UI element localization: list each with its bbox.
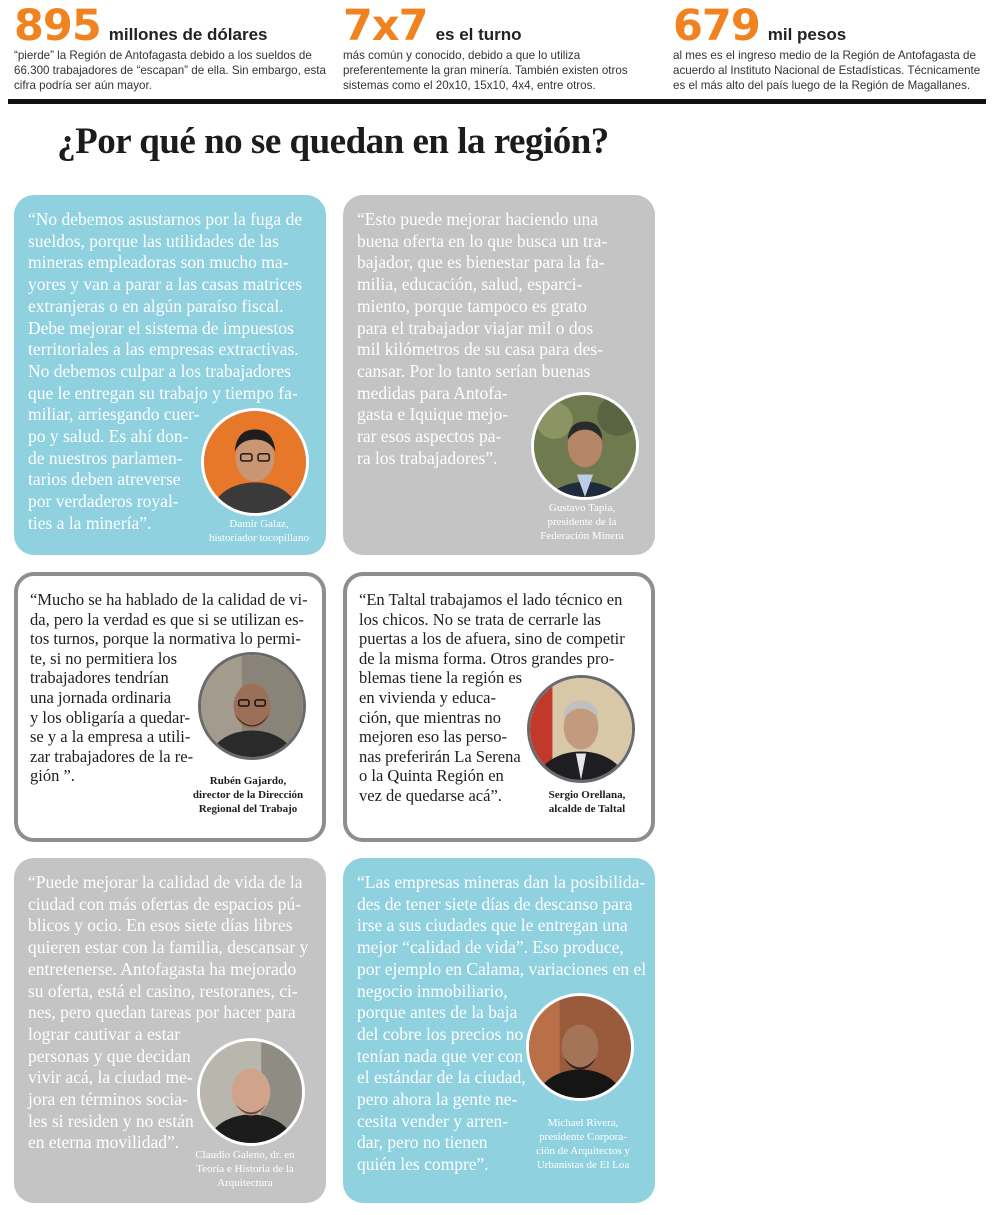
quote-line: te, si no permitiera los [30, 648, 178, 668]
quote-line: por ejemplo en Calama, variaciones en el [357, 958, 647, 979]
quote-line: trabajadores tendrían [30, 668, 169, 688]
quote-line: por verdaderos royal- [28, 491, 179, 512]
quote-line: su oferta, está el casino, restoranes, ci- [28, 980, 298, 1001]
credit-line: ción de Arquitectos y [536, 1145, 630, 1157]
quote-line: “Puede mejorar la calidad de vida de la [28, 872, 303, 892]
quote-line: Debe mejorar el sistema de impuestos [28, 317, 294, 338]
quote-line: porque antes de la baja [357, 1002, 518, 1023]
credit-line: presidente Corpora- [539, 1131, 627, 1143]
portrait-illustration [529, 996, 631, 1098]
portrait-photo [526, 993, 634, 1101]
credit-name [507, 501, 655, 543]
credit-line: alcalde de Taltal [548, 803, 626, 815]
stat-number: 7x7 [343, 1, 428, 51]
quote-line: “En Taltal trabajamos el lado técnico en [359, 590, 623, 609]
credit-line: Sergio Orellana, [548, 789, 626, 801]
quote-line: extranjeras o en algún paraíso fiscal. [28, 295, 284, 316]
quote-line: quién les compre”. [357, 1154, 489, 1175]
quote-line: mil kilómetros de su casa para des- [357, 339, 603, 360]
quote-card-orellana [343, 572, 655, 842]
quote-line: los chicos. No se trata de cerrarle las [359, 609, 601, 629]
quote-line: jora en términos socia- [28, 1089, 188, 1110]
portrait-photo [527, 675, 635, 783]
portrait-photo [531, 392, 639, 500]
quote-line: entretenerse. Antofagasta ha mejorado [28, 958, 297, 979]
quote-line: nes, pero quedan tareas por hacer para [28, 1002, 296, 1023]
quote-card-gajardo [14, 572, 326, 842]
quote-line: una jornada ordinaria [30, 687, 172, 707]
quote-line: o la Quinta Región en [359, 766, 504, 786]
quote-line: miento, porque tampoco es grato [357, 295, 587, 316]
quote-line: des de tener siete días de descanso para [357, 893, 633, 914]
credit-line: Claudio Galeno, dr. en [195, 1149, 295, 1161]
quote-line: mejor “calidad de vida”. Eso produce, [357, 937, 624, 958]
credit-name [512, 788, 655, 816]
credit-line: Federación Minera [540, 530, 624, 542]
quote-card-tapia [343, 195, 655, 555]
quote-line: mineras empleadoras son mucho ma- [28, 252, 289, 273]
quote-line: les si residen y no están [28, 1110, 194, 1131]
stats-band [0, 0, 1000, 104]
stat-unit: mil pesos [767, 25, 847, 44]
quote-line: No debemos culpar a los trabajadores [28, 360, 291, 381]
quote-line: en eterna movilidad”. [28, 1132, 180, 1153]
quote-card-galaz [14, 195, 326, 555]
quote-line: miliar, arriesgando cuer- [28, 404, 200, 425]
quote-line: el estándar de la ciudad, [357, 1067, 526, 1088]
quote-line: po y salud. Es ahí don- [28, 426, 189, 447]
quote-line: “Mucho se ha hablado de la calidad de vi- [30, 590, 308, 609]
quote-line: da, pero la verdad es que si se utilizan es- [30, 609, 304, 629]
portrait-photo [197, 1038, 305, 1146]
quote-line: del cobre los precios no [357, 1023, 524, 1044]
quote-line: gasta e Iquique mejo- [357, 404, 509, 425]
quote-line: buena oferta en lo que busca un tra- [357, 230, 608, 251]
credit-line: Michael Rivera, [547, 1117, 619, 1129]
credit-line: Damir Galaz, [229, 518, 289, 530]
quote-line: lograr cautivar a estar [28, 1023, 181, 1044]
stat-text: al mes es el ingreso medio de la Región de Antofagasta de acuerdo al Instituto Nacional de Estadísticas. Técnicamente es el más alto del país luego de la Región de Magallanes. [673, 49, 981, 92]
portrait-illustration [534, 395, 636, 497]
credit-line: Arquitectura [217, 1177, 273, 1189]
quote-line: “Esto puede mejorar haciendo una [357, 209, 599, 229]
quote-line: para el trabajador viajar mil o dos [357, 317, 594, 338]
portrait-illustration [204, 411, 306, 513]
credit-name [508, 1116, 655, 1172]
quote-line: ciudad con más ofertas de espacios pú- [28, 893, 302, 914]
credit-line: Gustavo Tapia, [548, 502, 616, 514]
quote-line: se y a la empresa a utili- [30, 727, 191, 747]
quote-line: ción, que mientras no [359, 707, 502, 727]
credit-line: Teoría e Historia de la [196, 1163, 294, 1175]
stat-895 [14, 1, 334, 93]
portrait-illustration [201, 655, 303, 757]
quote-line: cansar. Por lo tanto serían buenas [357, 360, 591, 381]
quote-line: milia, educación, salud, esparci- [357, 274, 583, 295]
quote-line: negocio inmobiliario, [357, 980, 508, 1001]
quote-line: “No debemos asustarnos por la fuga de [28, 209, 303, 229]
quote-card-rivera [343, 858, 655, 1203]
quote-line: rar esos aspectos pa- [357, 426, 502, 447]
quote-line: puertas a los de afuera, sino de competir [359, 629, 625, 649]
quote-line: ra los trabajadores”. [357, 447, 498, 468]
quote-line: de nuestros parlamen- [28, 447, 183, 468]
quote-line: cesita vender y arren- [357, 1110, 509, 1131]
quote-line: nas preferirán La Serena [359, 746, 521, 766]
stat-number: 679 [673, 1, 760, 51]
quote-line: tos turnos, porque la normativa lo permi- [30, 629, 301, 649]
credit-line: historiador tocopillano [209, 532, 309, 544]
credit-line: director de la Dirección [192, 789, 304, 801]
quote-line: sueldos, porque las utilidades de las [28, 230, 279, 251]
stat-7x7 [343, 1, 663, 93]
quote-line: dar, pero no tienen [357, 1132, 488, 1153]
quote-line: ties a la minería”. [28, 512, 152, 533]
quote-line: vez de quedarse acá”. [359, 785, 502, 805]
quote-line: blicos y ocio. En esos siete días libres [28, 915, 293, 936]
portrait-illustration [530, 678, 632, 780]
credit-line: presidente de la [547, 516, 617, 528]
quote-line: vivir acá, la ciudad me- [28, 1067, 193, 1088]
quote-line: blemas tiene la región es [359, 668, 523, 688]
portrait-photo [201, 408, 309, 516]
quote-line: tarios deben atreverse [28, 469, 181, 490]
quote-line: mejoren eso las perso- [359, 727, 507, 747]
quote-line: yores y van a parar a las casas matrices [28, 274, 303, 295]
quote-line: pero ahora la gente ne- [357, 1089, 518, 1110]
portrait-illustration [200, 1041, 302, 1143]
credit-line: Rubén Gajardo, [209, 775, 287, 787]
quote-line: en vivienda y educa- [359, 687, 496, 707]
quote-card-galeno [14, 858, 326, 1203]
stat-text: “pierde” la Región de Antofagasta debido a los sueldos de 66.300 trabajadores de “escapan” de ella. Sin embargo, esta cifra podría ser aún mayor. [14, 49, 326, 92]
credit-line: Urbanistas de El Loa [536, 1159, 630, 1171]
stat-unit: millones de dólares [108, 25, 268, 44]
portrait-photo [198, 652, 306, 760]
stat-text: más común y conocido, debido a que lo utiliza preferentemente la gran minería. También existen otros sistemas como el 20x10, 15x10, 4x4, entre otros. [343, 49, 628, 92]
stat-unit: es el turno [435, 25, 522, 44]
stat-number: 895 [14, 1, 101, 51]
quote-line: tenían nada que ver con [357, 1045, 524, 1066]
quote-line: de la misma forma. Otros grandes pro- [359, 648, 615, 668]
quote-line: personas y que decidan [28, 1045, 191, 1066]
quote-line: “Las empresas mineras dan la posibilida- [357, 872, 646, 892]
section-divider [8, 99, 986, 104]
quote-line: zar trabajadores de la re- [30, 746, 194, 766]
quote-line: gión ”. [30, 766, 75, 786]
quote-line: medidas para Antofa- [357, 382, 508, 403]
quote-line: que le entregan su trabajo y tiempo fa- [28, 382, 298, 403]
credit-line: Regional del Trabajo [198, 803, 298, 815]
quote-line: irse a sus ciudades que le entregan una [357, 915, 628, 936]
credit-name [184, 517, 326, 545]
quote-line: y los obligaría a quedar- [30, 707, 191, 727]
stat-679 [673, 1, 993, 93]
quote-line: quieren estar con la familia, descansar y [28, 937, 309, 958]
credit-name [173, 774, 323, 816]
quote-line: territoriales a las empresas extractivas. [28, 339, 299, 360]
quote-line: bajador, que es bienestar para la fa- [357, 252, 605, 273]
page-title: ¿Por qué no se quedan en la región? [57, 121, 609, 162]
credit-name [170, 1148, 320, 1190]
